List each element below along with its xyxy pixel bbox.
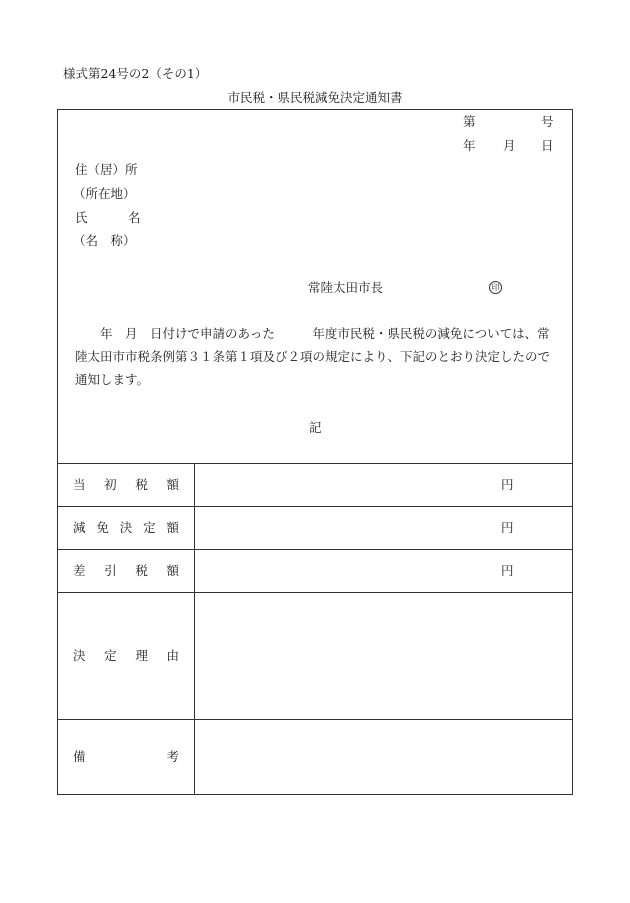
label-char: 額 [166,563,179,578]
notice-body: 年 月 日付けで申請のあった 年度市民税・県民税の減免については、常陸太田市市税条例第３１条第１項及び２項の規定により、下記のとおり決定したので通知します。 [75,326,551,387]
label-char: 定 [104,648,117,663]
reduction-unit: 円 [501,520,514,535]
ki-heading: 記 [309,420,322,435]
row-divider [57,592,573,593]
date-year: 年 [463,138,476,153]
label-char: 当 [73,477,86,492]
reason-label [73,650,179,663]
row-divider [57,719,573,720]
initial-tax-label [73,479,179,492]
label-char: 額 [166,477,179,492]
remarks-label [73,751,179,764]
document-title: 市民税・県民税減免決定通知書 [227,90,403,105]
seal-mark: 印 [489,281,502,294]
net-tax-label [73,565,179,578]
label-char: 考 [166,749,179,764]
label-char: 初 [104,477,117,492]
label-char: 定 [143,520,156,535]
number-go: 号 [541,114,554,129]
name-label-1: 氏 [75,210,88,225]
label-char: 免 [96,520,109,535]
number-dai: 第 [463,114,476,129]
net-tax-unit: 円 [501,563,514,578]
label-char: 税 [135,563,148,578]
label-char: 決 [119,520,133,535]
label-char: 減 [73,520,86,535]
issuer-title: 常陸太田市長 [308,280,384,295]
label-char: 税 [135,477,148,492]
initial-tax-unit: 円 [501,477,514,492]
label-char: 決 [73,648,86,663]
name-label-2: 名 [128,210,141,225]
reduction-label [73,522,179,535]
address-label: 住（居）所 [75,162,138,177]
label-char: 由 [166,648,179,663]
row-divider [57,549,573,550]
date-day: 日 [541,138,554,153]
column-divider [194,463,195,795]
row-divider [57,506,573,507]
table-top-line [57,463,573,464]
label-char: 額 [166,520,179,535]
form-number: 様式第24号の2（その1） [63,66,208,81]
label-char: 理 [135,648,148,663]
name-alt-label: （名 称） [73,233,136,248]
location-label: （所在地） [73,186,136,201]
label-char: 差 [73,563,86,578]
label-char: 備 [73,749,86,764]
date-month: 月 [503,138,516,153]
label-char: 引 [104,563,117,578]
